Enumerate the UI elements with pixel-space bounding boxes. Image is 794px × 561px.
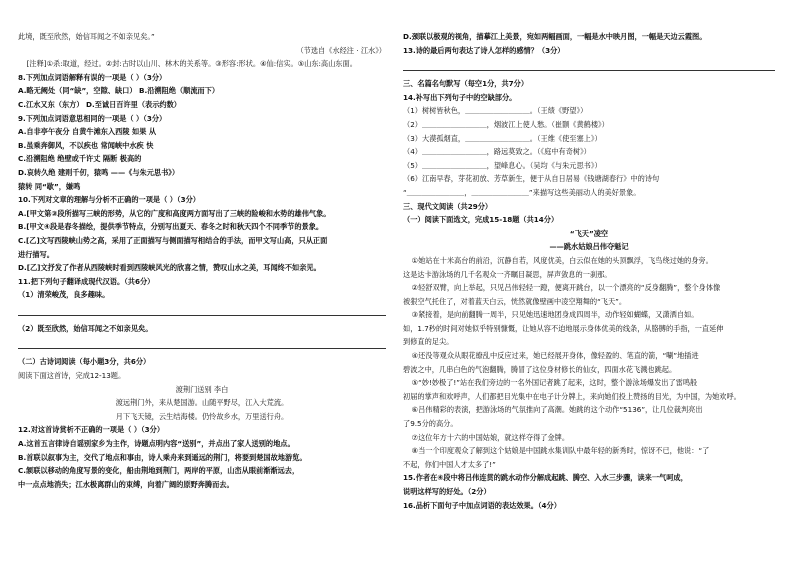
text-line: 到修直的足尖。 xyxy=(403,337,454,347)
text-line: 不起，你们中国人才太多了!” xyxy=(403,459,496,469)
text-line: ②轻舒双臂，向上举起，只见吕伟轻轻一蹬，便离开跳台，以一个漂亮的“反身翻腾”，整个身体像 xyxy=(411,283,721,293)
text-line: 如，1.7秒的时间对她似乎特别慷慨，让她从容不迫地展示身体优美的线条，从胳膊的手指，一直延伸 xyxy=(403,323,724,333)
text-line: ③紧接着，是向前翻腾一周半，只见她迅速地团身成四周半，动作轻如蝴蝶，又潇洒自如。 xyxy=(411,310,699,320)
right-column xyxy=(403,30,775,512)
text-line: 这是达卡游泳场的几千名观众一齐瞩目凝思，屏声敛息的一刹那。 xyxy=(403,269,612,279)
text-line: C.江水又东（东方） D.至诚日百许里（表示约数） xyxy=(18,99,181,109)
text-line: 阅读下面这首诗，完成12-13题。 xyxy=(18,371,126,381)
text-line: 三、名篇名句默写（每空1分，共7分） xyxy=(403,79,529,89)
text-line: （二）古诗词阅读（每小题3分，共6分） xyxy=(18,357,151,367)
text-line: 11.把下列句子翻译成现代汉语。（共6分） xyxy=(18,276,155,286)
text-line: 16.品析下面句子中加点词语的表达效果。（4分） xyxy=(403,500,561,510)
text-line: 说明这样写的好处。（2分） xyxy=(403,487,491,496)
text-line: A.自非亭午夜分 自黄牛滩东入西陵 如果 从 xyxy=(18,127,157,137)
answer-line xyxy=(18,338,386,349)
text-line: “飞天”凌空 xyxy=(569,228,609,238)
text-line: （节选自《水经注 · 江水》） xyxy=(296,45,386,55)
text-line: A.这首五言律诗自谣别家乡为主作，诗题点明内容“送别”，并点出了家人送别的地点。 xyxy=(18,439,295,449)
text-line: [注释]①杀:取道，经过。②封:古时以山川、林木的关系等。③形容:形状。④仙:信实。⑤山东:高山东面。 xyxy=(26,59,357,69)
text-line: C.颔联以移动的角度写景的变化，船由荆地到荆门，两岸的平原，山峦从眼前渐渐远去， xyxy=(18,466,300,476)
text-line: B.[甲文④段是春冬描绘，提供季节特点，分别写出夏天、春冬之时和秋天四个不同季节的景象。 xyxy=(18,222,324,232)
text-line: （3）大漠孤烟直，＿＿＿＿＿＿＿＿＿。（王维《使至塞上》） xyxy=(403,133,602,143)
text-line: 10.下列对文章的理解与分析不正确的一项是（ ）（3分） xyxy=(18,195,200,205)
text-line: 8.下列加点词语解释有误的一项是（ ）（3分） xyxy=(18,72,167,82)
text-line: 猿转 同“歇”，嫌鸣 xyxy=(18,181,81,191)
text-line: （1）树树皆秋色，＿＿＿＿＿＿＿＿＿。（王绩《野望》） xyxy=(403,106,588,116)
text-line: 碧波之中，几串白色的气泡翻腾，腾冒了这位身材修长的仙女，四面水花飞溅也跳起。 xyxy=(403,364,677,374)
text-line: 月下飞天镜，云生结海楼。仍怜故乡水，万里送行舟。 xyxy=(115,411,289,421)
text-line: D.哀转久绝 建则千仞，猿鸣 ——《与朱元思书》） xyxy=(18,167,180,177)
text-line: （一）阅读下面选文，完成15-18题（共14分） xyxy=(403,215,559,225)
answer-line xyxy=(18,305,386,316)
text-line: 三、现代文阅读（共29分） xyxy=(403,201,493,211)
text-line: A.略无阙处（同“缺”，空隙、缺口） B.沿溯阻绝（顺流而下） xyxy=(18,86,220,96)
text-line: ——跳水姑娘吕伟夺魁记 xyxy=(549,242,629,252)
text-line: （2）既至欣然，始信耳闻之不如亲见矣。 xyxy=(18,323,153,333)
text-line: ⑧当一个印度观众了解到这个姑娘是中国跳水集训队中最年轻的新秀时，惊讶不已，他说：“了 xyxy=(411,446,710,456)
text-line: 15.作者在④段中将吕伟连贯的跳水动作分解成起跳、腾空、入水三步骤，读来一气呵成， xyxy=(403,473,688,483)
text-line: （2）＿＿＿＿＿＿＿＿＿，烟波江上使人愁。（崔颢《黄鹤楼》） xyxy=(403,119,609,129)
text-line: 14.补写出下列句子中的空缺部分。 xyxy=(403,92,517,102)
text-line: B.虽乘奔御风，不以疾也 常闻峡中水疾 快 xyxy=(18,140,154,150)
text-line: 初届的掌声和欢呼声，人们都把目光集中在电子计分牌上，来向她们投上赞扬的目光，为中国，为她欢呼。 xyxy=(403,391,741,401)
text-line: （1）清荣峻茂，良多趣味。 xyxy=(18,290,110,300)
text-line: 9.下列加点词语意思相同的一项是（ ）（3分） xyxy=(18,113,167,123)
text-line: ①她站在十米高台的前沿，沉静自若，风度优美，白云似在她的头顶飘浮，飞鸟绕过她的身旁。 xyxy=(411,255,713,265)
text-line: “＿＿＿＿＿＿＿＿，＿＿＿＿＿＿＿＿”来描写这些美丽动人的美好景象。 xyxy=(403,187,641,197)
text-line: C.[乙]文写西陵峡山势之高，采用了正面描写与侧面描写相结合的手法，而甲文写山高，只从正面 xyxy=(18,235,328,245)
answer-line xyxy=(403,60,775,71)
text-line: （6）江南早春，芽花初放、芳草新生，便于从自日居易《钱塘湖春行》中的诗句 xyxy=(403,174,660,184)
text-line: 渡远荆门外，来从楚国游。山随平野尽，江入大荒流。 xyxy=(115,398,289,408)
text-line: ⑦这位年方十六的中国姑娘，就这样夺得了金牌。 xyxy=(411,432,570,442)
text-line: ⑥吕伟精彩的表演，把游泳场的气氛推向了高潮。她跳的这个动作“5136”，让几位裁判亮出 xyxy=(411,405,703,415)
text-line: 被狠空气托住了，对着蓝天白云，恍然就像壁画中凌空翔舞的“飞天”。 xyxy=(403,296,627,306)
text-line: （5）＿＿＿＿＿＿＿＿＿，望峰息心。（吴均《与朱元思书》） xyxy=(403,160,602,170)
text-line: （4）＿＿＿＿＿＿＿＿＿，路远莫致之。（《庭中有奇树》） xyxy=(403,147,591,157)
text-line: 12.对这首诗赏析不正确的一项是（ ）（3分） xyxy=(18,425,165,435)
text-line: 渡荆门送别 李白 xyxy=(175,384,229,394)
text-line: C.沿溯阻绝 绝壁或千许丈 隔断 极高的 xyxy=(18,154,142,164)
text-line: ④还没等观众从眼花缭乱中反应过来，她已经展开身体，像轻盈的、笔直的箭，“唰”地插进 xyxy=(411,351,699,361)
text-line: B.首联以叙事为主，交代了地点和事由，诗人乘舟来到遥远的荆门，将要到楚国故地游览。 xyxy=(18,452,307,462)
text-line: 此境，既至欣然，始信耳闻之不如亲见矣。” xyxy=(18,32,155,41)
text-line: D.颈联以极观的视角，描摹江上美景，宛如两幅画面，一幅是水中映月图，一幅是天边云霞图。 xyxy=(403,32,707,41)
text-line: 进行描写。 xyxy=(18,249,54,259)
text-line: D.[乙]文抒发了作者从西陵峡时看到西陵峡风光的欣喜之情，赞叹山水之美，耳闻终不如亲见。 xyxy=(18,263,321,273)
text-line: 13.诗的最后两句表达了诗人怎样的感情？（3分） xyxy=(403,45,565,55)
text-line: 了9.5分的高分。 xyxy=(403,419,458,429)
text-line: A.[甲文第③段所描写三峡的形势，从它的广度和高度两方面写出了三峡的险峻和水势的雄伟气象。 xyxy=(18,208,331,218)
left-column xyxy=(18,30,386,491)
text-line: ⑤“妙!妙极了!”站在我们旁边的一名外国记者跳了起来，这时，整个游泳场爆发出了雷鸣般 xyxy=(411,378,698,388)
text-line: 中一点点地消失；江水极离群山的束缚，向着广阔的原野奔腾而去。 xyxy=(18,479,234,489)
